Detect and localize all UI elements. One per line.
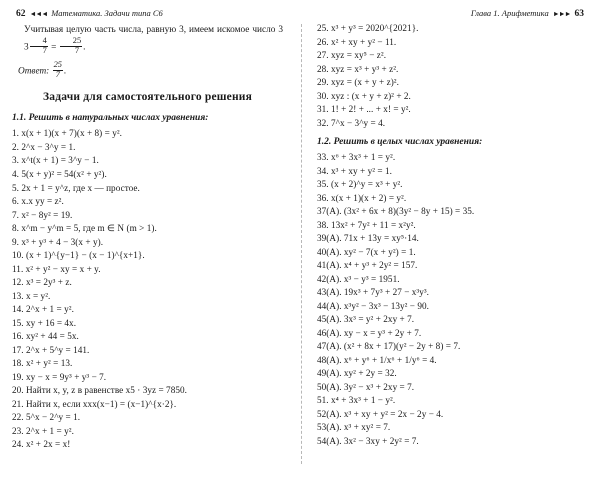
list-item: 20. Найти x, y, z в равенстве x5 · 3yz = 7850. [12,385,187,396]
list-item: 32. 7^x − 3^y = 4. [317,117,386,128]
list-item: 43(А). 19x³ + 7y³ + 27 − x³y³. [317,287,430,298]
list-item: 25. x³ + y³ = 2020^{2021}. [317,23,419,33]
answer-denominator: 7 [55,69,60,79]
problem-list-1-2 [317,151,588,448]
list-item: 47(А). (x² + 8x + 17)(y² − 2y + 8) = 7. [317,341,461,352]
result-fraction [60,37,82,56]
list-item: 9. x³ + y³ + 4 − 3(x + y). [12,236,104,247]
list-item: 21. Найти x, если xxx(x−1) = (x−1)^{x·2}. [12,398,177,409]
mixed-whole: 3 [24,42,29,53]
mixed-number [12,37,49,56]
list-item: 35. (x + 2)^y = x³ + y². [317,179,403,190]
header-left [16,8,163,20]
list-item: 48(А). x⁶ + y⁶ + 1/x⁶ + 1/y⁶ = 4. [317,354,437,365]
mixed-numerator: 4 [30,37,48,47]
list-item: 50(А). 3y² − x³ + 2xy = 7. [317,381,415,392]
column-divider [301,24,303,464]
folio-left: 62 [16,9,26,19]
list-item: 3. x^t(x + 1) = 3^y − 1. [12,155,99,166]
list-item: 52(А). x³ + xy + y² = 2x − 2y − 4. [317,408,444,419]
list-item: 13. x = y². [12,290,51,301]
list-item: 30. xyz : (x + y + z)² + 2. [317,90,411,101]
list-item: 40(А). xy² − 7(x + y²) = 1. [317,246,416,257]
list-item: 44(А). x³y² − 3x³ − 13y² − 90. [317,300,430,311]
subsection-title-1-2: 1.2. Решить в целых числах уравнения: [317,137,483,148]
list-item: 24. x² + 2x = x! [12,439,71,450]
subsection-title-1-1: 1.1. Решить в натуральных числах уравнения: [12,113,209,124]
list-item: 38. 13x² + 7y² + 11 = x²y². [317,219,416,230]
list-item: 27. xyz = xy⁵ − z². [317,50,387,61]
list-item: 16. xy² + 44 = 5x. [12,331,79,342]
mixed-denominator: 7 [42,46,47,55]
list-item: 8. x^m − y^m = 5, где m ∈ N (m > 1). [12,223,157,234]
two-column-body [12,22,588,484]
problem-list-continued [317,22,588,130]
list-item: 49(А). xy² + 2y = 32. [317,368,397,379]
intro-text: Учитывая целую часть числа, равную 3, имеем искомое число 3 [24,25,284,35]
intro-paragraph [12,24,283,56]
list-item: 22. 5^x − 2^y = 1. [12,412,81,423]
list-item: 5. 2x + 1 = y^z, где x — простое. [12,182,140,193]
list-item: 54(А). 3x² − 3xy + 2y² = 7. [317,435,419,446]
list-item: 42(А). x³ − y³ = 1951. [317,273,400,284]
list-item: 19. xy − x = 9y³ + y³ − 7. [12,371,107,382]
folio-right: 63 [574,9,584,19]
list-item: 51. x⁴ + 3x³ + 1 − y². [317,395,396,406]
decoration-right-icon: ►►► [552,10,571,18]
list-item: 1. x(x + 1)(x + 7)(x + 8) = y². [12,128,122,139]
list-item: 39(А). 71x + 13y = xy⁵·14. [317,233,419,244]
list-item: 18. x² + y² = 13. [12,358,73,369]
result-numerator: 25 [60,37,82,47]
result-denominator: 7 [74,46,80,55]
list-item: 12. x³ = 2y³ + z. [12,277,72,288]
list-item: 15. xy + 16 = 4x. [12,317,77,328]
list-item: 36. x(x + 1)(x + 2) = y². [317,192,407,203]
list-item: 26. x² + xy + y² − 11. [317,36,397,47]
right-column [317,22,588,484]
list-item: 11. x² + y² − xy = x + y. [12,263,101,274]
list-item: 14. 2^x + 1 = y². [12,304,74,315]
list-item: 2. 2^x − 3^y = 1. [12,141,76,152]
answer-fraction [53,61,63,80]
list-item: 34. x³ + xy + y² = 1. [317,165,392,176]
list-item: 33. x⁶ + 3x³ + 1 = y². [317,152,396,163]
list-item: 23. 2^x + 1 = y². [12,425,74,436]
decoration-left-icon: ◄◄◄ [29,10,48,18]
answer-label: Ответ: [18,66,50,77]
answer-numerator: 25 [53,59,62,69]
section-title: Задачи для самостоятельного решения [42,91,253,104]
list-item: 53(А). x³ + xy² = 7. [317,422,391,433]
list-item: 45(А). 3x³ = y² + 2xy + 7. [317,314,415,325]
running-title-left: Математика. Задачи типа С6 [51,8,163,18]
list-item: 7. x² − 8y² = 19. [12,209,73,220]
list-item: 4. 5(x + y)² = 54(x² + y²). [12,168,107,179]
problem-list-1-1 [12,127,283,451]
list-item: 46(А). xy − x = y³ + 2y + 7. [317,327,422,338]
running-title-right: Глава 1. Арифметика [470,8,549,18]
list-item: 17. 2^x + 5^y = 141. [12,344,90,355]
answer-line: Ответ: $\frac{25}{7}$ . [18,59,67,79]
list-item: 6. x.x yy = z². [12,196,64,207]
list-item: 41(А). x⁴ + y³ + 2y² = 157. [317,260,418,271]
header-right [471,8,584,20]
intro-tail: . [83,42,86,53]
equals-sign: = [51,42,57,53]
list-item: 31. 1! + 2! + ... + x! = y². [317,104,411,115]
list-item: 37(А). (3x² + 6x + 8)(3y² − 8y + 15) = 35. [317,206,475,217]
page-header [12,8,588,22]
mixed-fraction [30,37,48,56]
list-item: 28. xyz = x³ + y³ + z². [317,63,399,74]
left-column [12,22,287,484]
list-item: 29. xyz = (x + y + z)². [317,77,399,88]
list-item: 10. (x + 1)^{y−1} − (x − 1)^{x+1}. [12,250,145,261]
